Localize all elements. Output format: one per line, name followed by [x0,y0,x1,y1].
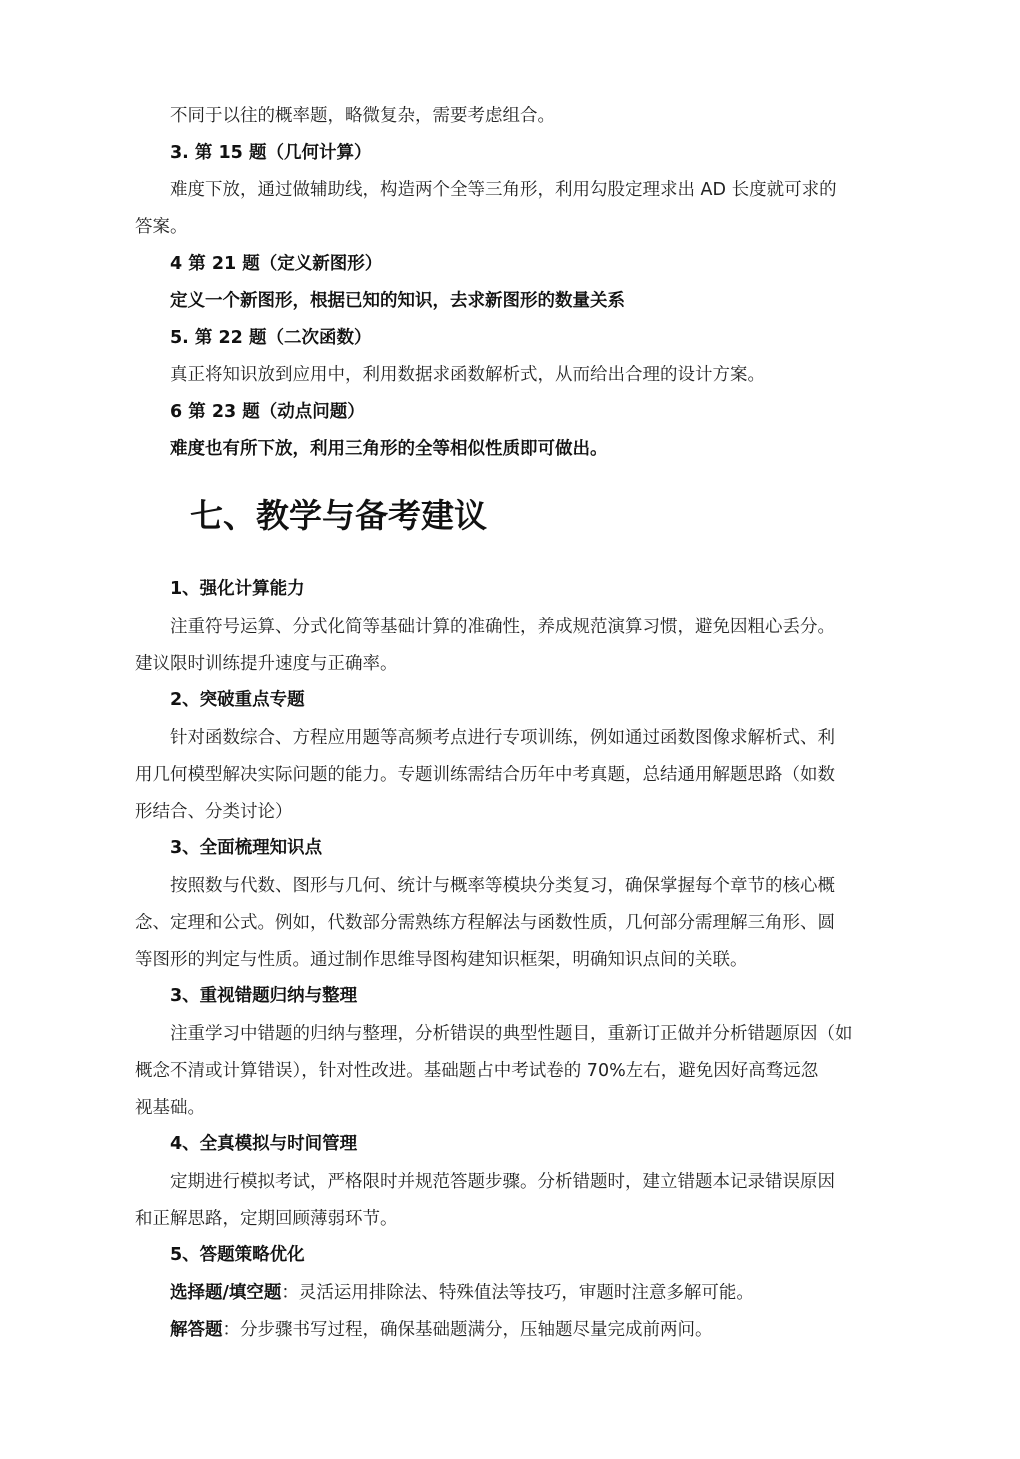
s2-heading: 2、突破重点专题 [170,690,305,710]
s1-heading: 1、强化计算能力 [170,579,305,599]
q21-text: 定义一个新图形，根据已知的知识，去求新图形的数量关系 [170,291,625,311]
q21-heading: 4 第 21 题（定义新图形） [170,254,383,274]
probability-note: 不同于以往的概率题，略微复杂，需要考虑组合。 [170,106,555,126]
s3b-text-line3: 视基础。 [135,1098,205,1118]
s5-choice-text: ：灵活运用排除法、特殊值法等技巧，审题时注意多解可能。 [281,1283,754,1303]
s5-answer-text: ：分步骤书写过程，确保基础题满分，压轴题尽量完成前两问。 [222,1320,713,1340]
s4-text-line1: 定期进行模拟考试，严格限时并规范答题步骤。分析错题时，建立错题本记录错误原因 [170,1172,835,1192]
s2-text-line2: 用几何模型解决实际问题的能力。专题训练需结合历年中考真题，总结通用解题思路（如数 [135,765,835,785]
s5-choice-label: 选择题/填空题 [170,1283,282,1303]
s4-text-line2: 和正解思路，定期回顾薄弱环节。 [135,1209,398,1229]
q15-heading: 3. 第 15 题（几何计算） [170,143,372,163]
q15-text-line1: 难度下放，通过做辅助线，构造两个全等三角形，利用勾股定理求出 AD 长度就可求的 [170,180,837,200]
s5-choice-line [170,1281,895,1305]
s3-text-line1: 按照数与代数、图形与几何、统计与概率等模块分类复习，确保掌握每个章节的核心概 [170,876,835,896]
s5-answer-line [170,1318,895,1342]
section-title: 七、教学与备考建议 [190,496,487,535]
q22-text: 真正将知识放到应用中，利用数据求函数解析式，从而给出合理的设计方案。 [170,365,765,385]
s5-answer-label: 解答题 [170,1320,223,1340]
s4-heading: 4、全真模拟与时间管理 [170,1134,358,1154]
s3-heading: 3、全面梳理知识点 [170,838,323,858]
s1-text-line1: 注重符号运算、分式化简等基础计算的准确性，养成规范演算习惯，避免因粗心丢分。 [170,617,835,637]
s3b-text-line2: 概念不清或计算错误），针对性改进。基础题占中考试卷的 70%左右，避免因好高骛远忽 [135,1061,819,1081]
s3-text-line3: 等图形的判定与性质。通过制作思维导图构建知识框架，明确知识点间的关联。 [135,950,748,970]
q22-heading: 5. 第 22 题（二次函数） [170,328,372,348]
s2-text-line3: 形结合、分类讨论） [135,802,293,822]
q23-heading: 6 第 23 题（动点问题） [170,402,365,422]
q23-text: 难度也有所下放，利用三角形的全等相似性质即可做出。 [170,439,608,459]
s3-text-line2: 念、定理和公式。例如，代数部分需熟练方程解法与函数性质，几何部分需理解三角形、圆 [135,913,835,933]
s3b-heading: 3、重视错题归纳与整理 [170,986,358,1006]
s5-heading: 5、答题策略优化 [170,1245,305,1265]
q15-text-line2: 答案。 [135,217,188,237]
s1-text-line2: 建议限时训练提升速度与正确率。 [135,654,398,674]
s2-text-line1: 针对函数综合、方程应用题等高频考点进行专项训练，例如通过函数图像求解析式、利 [170,728,835,748]
s3b-text-line1: 注重学习中错题的归纳与整理，分析错误的典型性题目，重新订正做并分析错题原因（如 [170,1024,853,1044]
